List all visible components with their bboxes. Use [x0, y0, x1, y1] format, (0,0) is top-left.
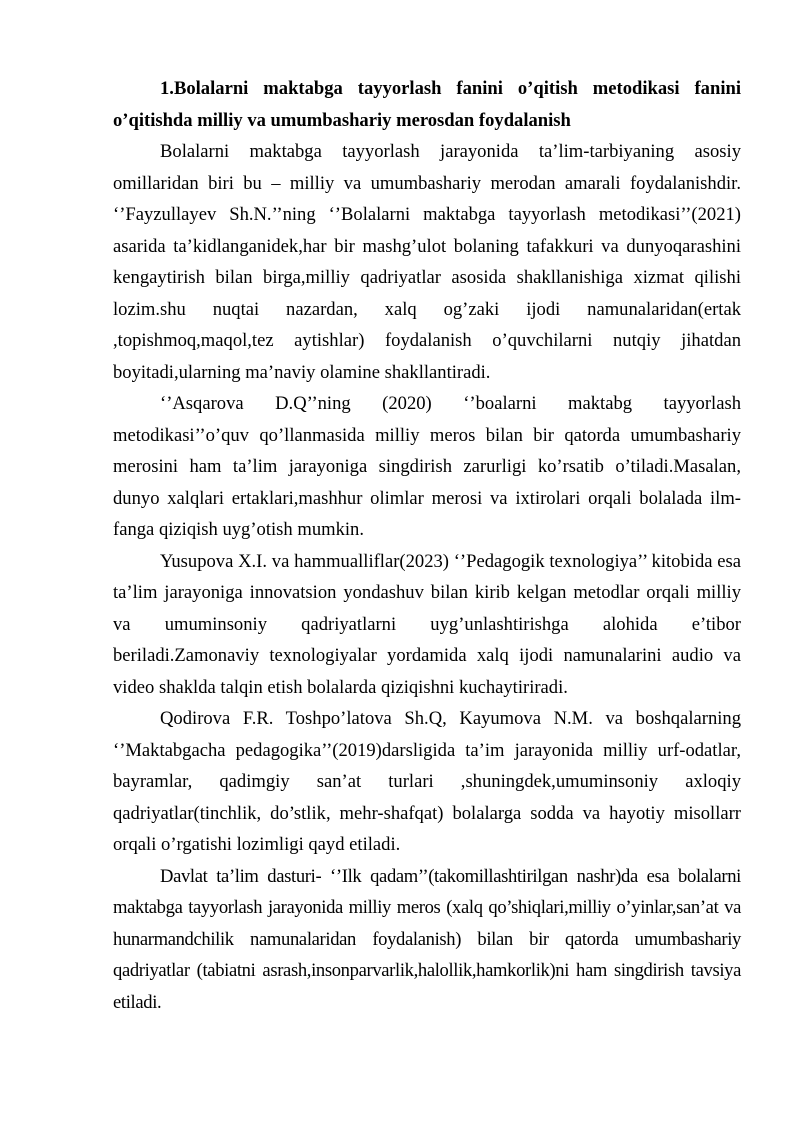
paragraph-3: Yusupova X.I. va hammualliflar(2023) ‘’Pedagogik texnologiya’’ kitobida esa ta’lim jarayoniga innovatsion yondashuv bilan kirib kelgan metodlar orqali milliy va umuminsoniy qadriyatlarni uyg’unlashtirishga alohida e’tibor beriladi.Zamonaviy texnologiyalar yordamida xalq ijodi namunalarini audio va video shaklda talqin etish bolalarda qiziqishni kuchaytiriradi.: [113, 550, 741, 698]
paragraph-2: ‘’Asqarova D.Q’’ning (2020) ‘’boalarni maktabg tayyorlash metodikasi’’o’quv qo’llanmasida milliy meros bilan bir qatorda umumbashariy merosini ham ta’lim jarayoniga singdirish zarurligi ko’rsatib o’tiladi.Masalan, dunyo xalqlari ertaklari,mashhur olimlar merosi va ixtirolari orqali bolalada ilm-fanga qiziqish uyg’otish mumkin.: [113, 393, 741, 540]
paragraph-4: Qodirova F.R. Toshpo’latova Sh.Q, Kayumova N.M. va boshqalarning ‘’Maktabgacha pedagogika’’(2019)darsligida ta’im jarayonida milliy urf-odatlar, bayramlar, qadimgiy san’at turlari ,shuningdek,umuminsoniy axloqiy qadriyatlar(tinchlik, do’stlik, mehr-shafqat) bolalarga sodda va hayotiy misollarr orqali o’rgatishi lozimligi qayd etiladi.: [113, 708, 741, 855]
paragraph-5: Davlat ta’lim dasturi- ‘’Ilk qadam’’(takomillashtirilgan nashr)da esa bolalarni maktabga tayyorlash jarayonida milliy meros (xalq qo’shiqlari,milliy o’yinlar,san’at va hunarmandchilik namunalaridan foydalanish) bilan bir qatorda umumbashariy qadriyatlar (tabiatni asrash,insonparvarlik,halollik,hamkorlik)ni ham singdirish tavsiya etiladi.: [113, 865, 741, 1013]
paragraph-1: Bolalarni maktabga tayyorlash jarayonida ta’lim-tarbiyaning asosiy omillaridan biri bu – milliy va umumbashariy merodan amarali foydalanishdir. ‘’Fayzullayev Sh.N.’’ning ‘’Bolalarni maktabga tayyorlash metodikasi’’(2021) asarida ta’kidlanganidek,har bir mashg’ulot bolaning tafakkuri va dunyoqarashini kengaytirish bilan birga,milliy qadriyatlar asosida shakllanishiga xizmat qilishi lozim.shu nuqtai nazardan, xalq og’zaki ijodi namunalaridan(ertak ,topishmoq,maqol,tez aytishlar) foydalanish o’quvchilarni nutqiy jihatdan boyitadi,ularning ma’naviy olamine shakllantiradi.: [113, 141, 741, 383]
section-heading: 1.Bolalarni maktabga tayyorlash fanini o’qitish metodikasi fanini o’qitishda milliy va umumbashariy merosdan foydalanish: [113, 78, 741, 131]
document-page: [113, 73, 741, 1018]
